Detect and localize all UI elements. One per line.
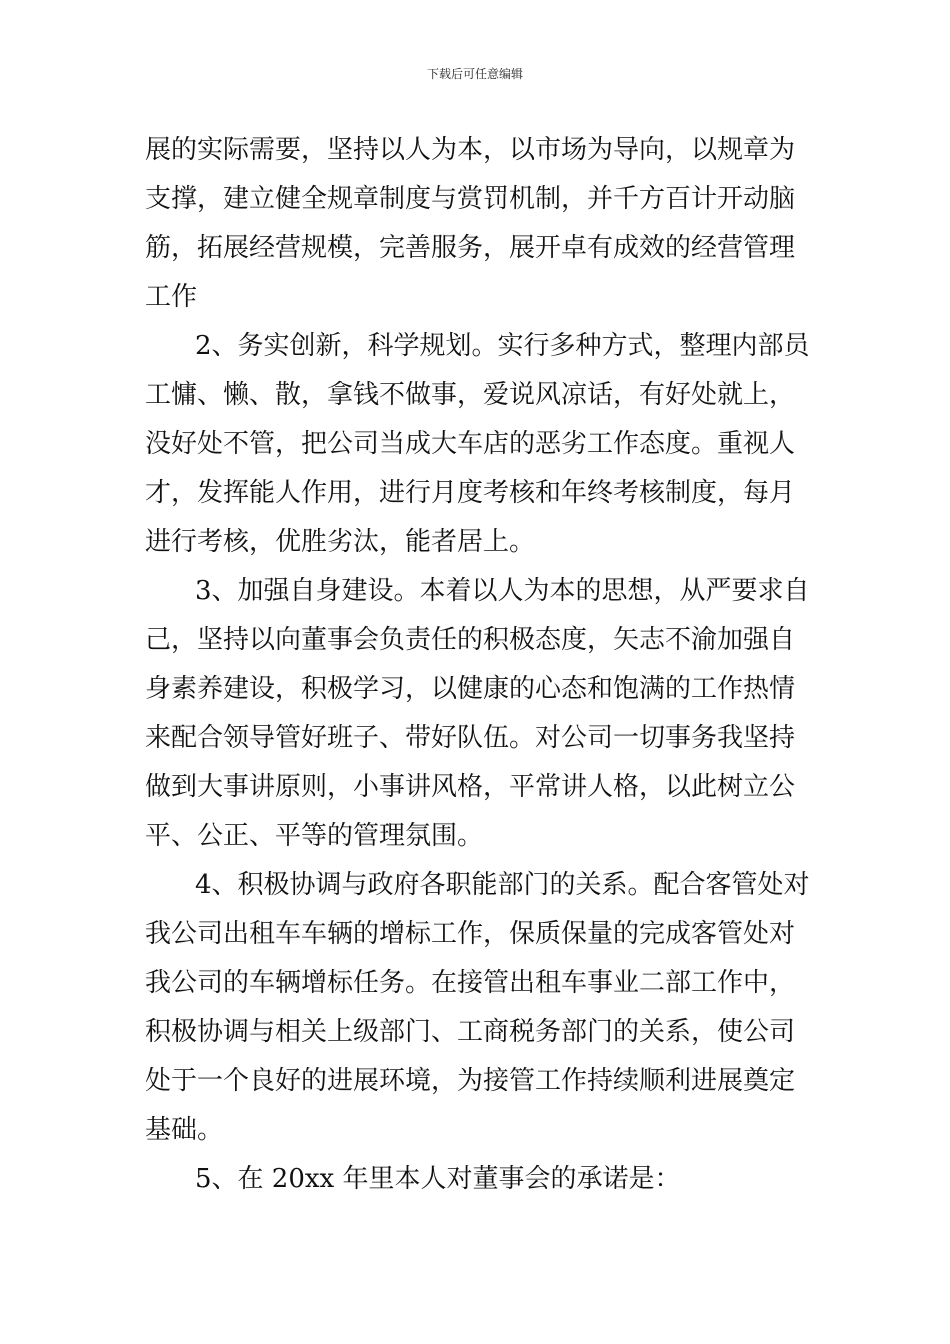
text-line: 没好处不管，把公司当成大车店的恶劣工作态度。重视人 — [145, 429, 796, 459]
paragraph-5 — [145, 1155, 807, 1204]
paragraph-4 — [145, 861, 810, 1155]
text-line: 平、公正、平等的管理氛围。 — [145, 821, 484, 851]
text-line: 工作 — [145, 282, 198, 312]
text-line: 身素养建设，积极学习，以健康的心态和饱满的工作热情 — [145, 674, 796, 704]
text-line: 4、积极协调与政府各职能部门的关系。配合客管处对 — [195, 870, 810, 900]
paragraph-1 — [145, 126, 807, 322]
text-line: 做到大事讲原则，小事讲风格，平常讲人格，以此树立公 — [145, 772, 796, 802]
text-line: 3、加强自身建设。本着以人为本的思想，从严要求自 — [195, 576, 810, 606]
text-line: 己，坚持以向董事会负责任的积极态度，矢志不渝加强自 — [145, 625, 796, 655]
paragraph-2 — [145, 322, 810, 567]
text-line: 5、在 20xx 年里本人对董事会的承诺是： — [195, 1164, 681, 1194]
text-line: 基础。 — [145, 1115, 224, 1145]
text-line: 工慵、懒、散，拿钱不做事，爱说风凉话，有好处就上， — [145, 380, 796, 410]
text-line: 处于一个良好的进展环境，为接管工作持续顺利进展奠定 — [145, 1066, 796, 1096]
text-line: 我公司的车辆增标任务。在接管出租车事业二部工作中， — [145, 968, 796, 998]
text-line: 我公司出租车车辆的增标工作，保质保量的完成客管处对 — [145, 919, 796, 949]
text-line: 展的实际需要，坚持以人为本，以市场为导向，以规章为 — [145, 135, 796, 165]
text-line: 进行考核，优胜劣汰，能者居上。 — [145, 527, 536, 557]
paragraph-3 — [145, 567, 810, 861]
text-line: 筋，拓展经营规模，完善服务，展开卓有成效的经营管理 — [145, 233, 796, 263]
text-line: 才，发挥能人作用，进行月度考核和年终考核制度，每月 — [145, 478, 796, 508]
page-header-note: 下载后可任意编辑 — [426, 67, 523, 81]
text-line: 2、务实创新，科学规划。实行多种方式，整理内部员 — [195, 331, 810, 361]
text-line: 支撑，建立健全规章制度与赏罚机制，并千方百计开动脑 — [145, 184, 796, 214]
document-body — [145, 126, 810, 1204]
text-line: 来配合领导管好班子、带好队伍。对公司一切事务我坚持 — [145, 723, 796, 753]
text-line: 积极协调与相关上级部门、工商税务部门的关系，使公司 — [145, 1017, 796, 1047]
